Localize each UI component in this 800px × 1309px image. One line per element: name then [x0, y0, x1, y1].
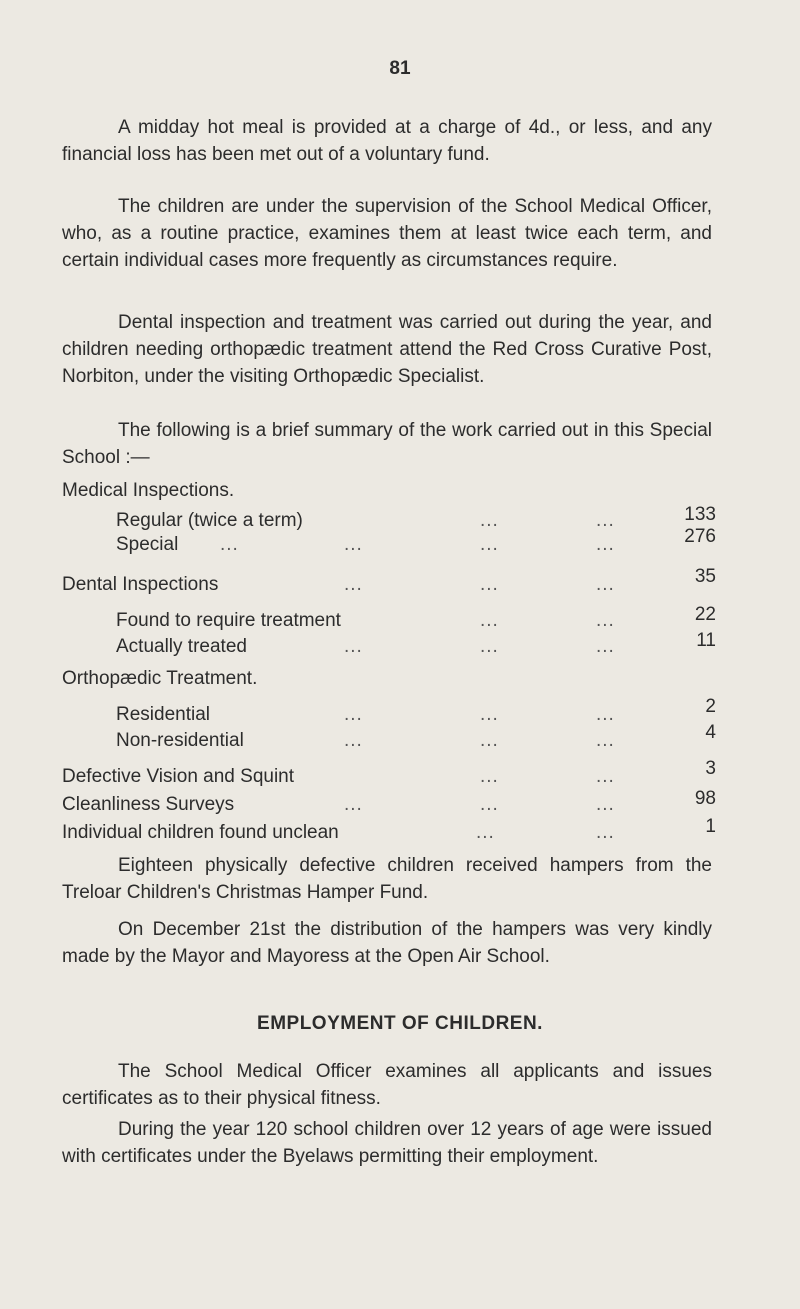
section-heading-employment: EMPLOYMENT OF CHILDREN. [257, 1013, 543, 1034]
leader-dots: ... [480, 794, 499, 815]
leader-dots: ... [596, 766, 615, 787]
summary-row-residential [62, 696, 722, 730]
leader-dots: ... [596, 704, 615, 725]
summary-heading-medical [62, 480, 722, 506]
leader-dots: ... [344, 534, 363, 555]
leader-dots: ... [480, 730, 499, 751]
summary-label: Residential [116, 704, 210, 725]
leader-dots: ... [480, 636, 499, 657]
leader-dots: ... [344, 794, 363, 815]
leader-dots: ... [480, 704, 499, 725]
summary-row-unclean [62, 816, 722, 848]
summary-label: Cleanliness Surveys [62, 794, 235, 815]
summary-row-dental [62, 566, 722, 600]
summary-value: 2 [705, 696, 716, 717]
summary-row-special [62, 526, 722, 560]
summary-value: 276 [684, 526, 716, 547]
leader-dots: ... [480, 610, 499, 631]
summary-label: Non-residential [116, 730, 244, 751]
summary-label: Individual children found unclean [62, 822, 339, 843]
leader-dots: ... [480, 574, 499, 595]
leader-dots: ... [596, 822, 615, 843]
paragraph-employment-year: During the year 120 school children over 12 years of age were issued with certificates under the Byelaws permitting their employment. [62, 1119, 712, 1167]
leader-dots: ... [476, 822, 495, 843]
page-number: 81 [389, 58, 411, 79]
summary-label: Found to require treatment [116, 610, 341, 631]
leader-dots: ... [480, 510, 499, 531]
leader-dots: ... [596, 574, 615, 595]
leader-dots: ... [596, 730, 615, 751]
summary-value: 4 [705, 722, 716, 743]
paragraph-summary-intro: The following is a brief summary of the work carried out in this Special School :— [62, 420, 712, 468]
leader-dots: ... [480, 534, 499, 555]
summary-row-regular [62, 504, 722, 536]
leader-dots: ... [220, 534, 239, 555]
summary-row-cleanliness [62, 788, 722, 820]
paragraph-dental-orthopaedic: Dental inspection and treatment was carried out during the year, and children needing orthopædic treatment attend the Red Cross Curative Post, Norbiton, under the visiting Orthopædic Specialist. [62, 312, 712, 387]
paragraph-certificates: The School Medical Officer examines all applicants and issues certificates as to their physical fitness. [62, 1061, 712, 1109]
summary-value: 11 [696, 630, 716, 651]
summary-value: 22 [694, 604, 716, 625]
summary-label: Regular (twice a term) [116, 510, 303, 531]
paragraph-midday-meal: A midday hot meal is provided at a charge of 4d., or less, and any financial loss has been met out of a voluntary fund. [62, 117, 712, 165]
summary-label: Orthopædic Treatment. [62, 668, 258, 689]
leader-dots: ... [480, 766, 499, 787]
summary-label: Defective Vision and Squint [62, 766, 295, 787]
summary-value: 3 [705, 758, 716, 779]
summary-value: 1 [705, 816, 716, 837]
summary-label: Dental Inspections [62, 574, 219, 595]
leader-dots: ... [344, 574, 363, 595]
summary-row-non-residential [62, 722, 722, 756]
summary-heading-orthopaedic [62, 668, 722, 694]
summary-label: Special [116, 534, 179, 555]
paragraph-hampers: Eighteen physically defective children received hampers from the Treloar Children's Christmas Hamper Fund. [62, 855, 712, 903]
leader-dots: ... [596, 534, 615, 555]
summary-value: 98 [694, 788, 716, 809]
leader-dots: ... [344, 636, 363, 657]
paragraph-supervision: The children are under the supervision of the School Medical Officer, who, as a routine practice, examines them at least twice each term, and certain individual cases more frequently as circumstances require. [62, 196, 712, 271]
summary-row-require-treatment [62, 604, 722, 636]
leader-dots: ... [344, 730, 363, 751]
summary-value: 133 [684, 504, 716, 525]
leader-dots: ... [596, 610, 615, 631]
leader-dots: ... [596, 794, 615, 815]
leader-dots: ... [596, 636, 615, 657]
paragraph-distribution: On December 21st the distribution of the hampers was very kindly made by the Mayor and Mayoress at the Open Air School. [62, 919, 712, 967]
summary-label: Medical Inspections. [62, 480, 235, 501]
summary-value: 35 [694, 566, 716, 587]
summary-label: Actually treated [116, 636, 247, 657]
summary-row-defective-vision [62, 758, 722, 792]
summary-row-actually-treated [62, 630, 722, 662]
leader-dots: ... [344, 704, 363, 725]
leader-dots: ... [596, 510, 615, 531]
